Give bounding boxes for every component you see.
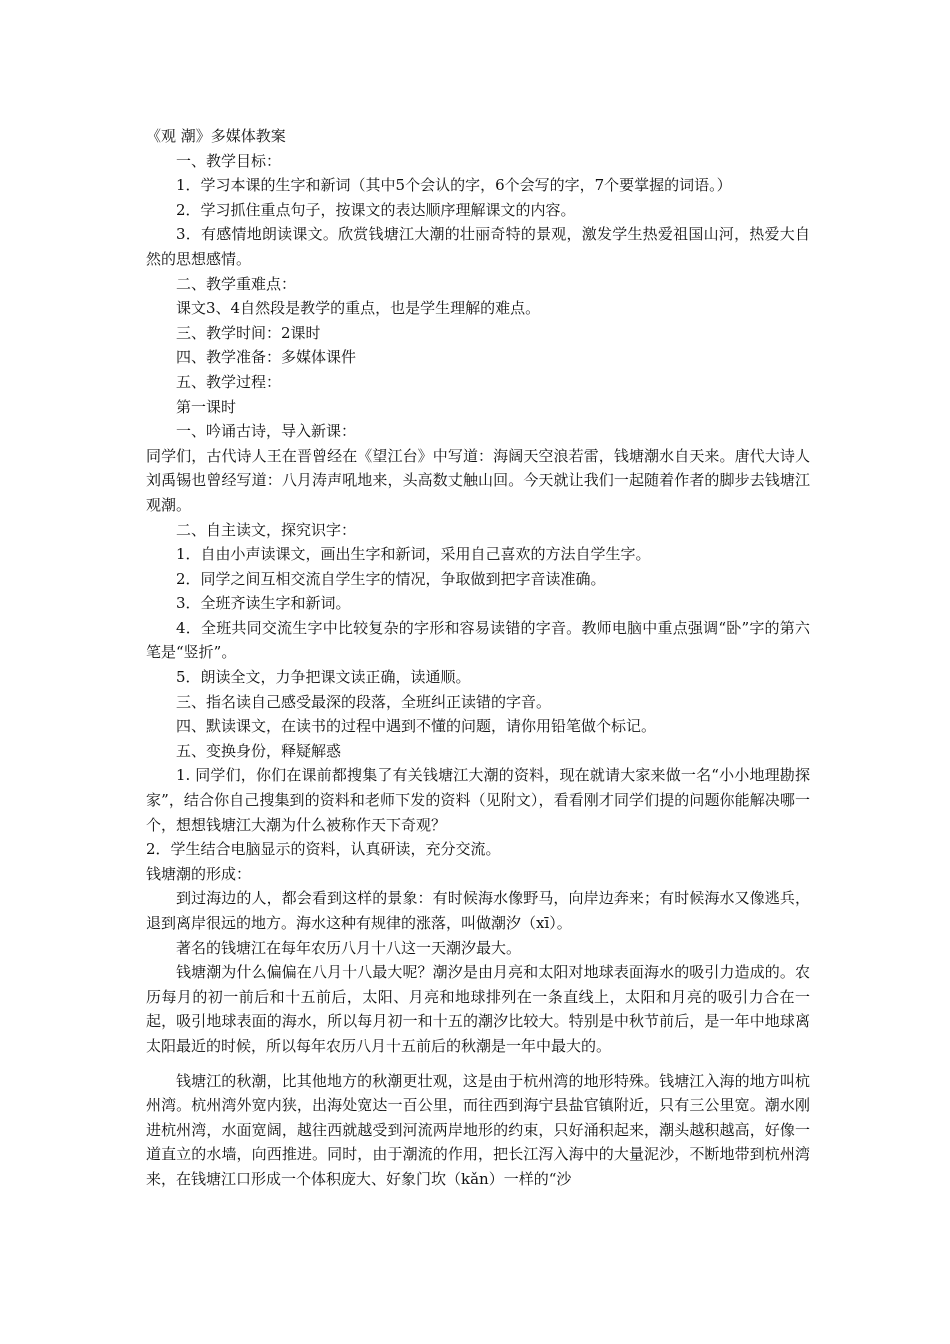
paragraph: 著名的钱塘江在每年农历八月十八这一天潮汐最大。 [176,938,522,957]
paragraph: 钱塘潮为什么偏偏在八月十八最大呢？潮汐是由月亮和太阳对地球表面海水的吸引力造成的。农历每月的初一前后和十五前后，太阳、月亮和地球排列在一条直线上，太阳和月亮的吸引力合在一起，吸引地球表面的海水，所以每月初一和十五的潮汐比较大。特别是中秋节前后，是一年中地球离太阳最近的时候，所以每年农历八月十五前后的秋潮是一年中最大的。 [146,963,810,1055]
paragraph: 一、教学目标： [176,151,282,170]
paragraph: 二、自主读文，探究识字： [176,520,357,539]
paragraph: 1．自由小声读课文，画出生字和新词，采用自己喜欢的方法自学生字。 [176,545,651,564]
paragraph: 1．学习本课的生字和新词（其中5个会认的字，6个会写的字，7个要掌握的词语。） [176,176,732,195]
paragraph: 3．全班齐读生字和新词。 [176,594,351,613]
paragraph: 钱塘江的秋潮，比其他地方的秋潮更壮观，这是由于杭州湾的地形特殊。钱塘江入海的地方叫杭州湾。杭州湾外宽内狭，出海处宽达一百公里，而往西到海宁县盐官镇附近，只有三公里宽。潮水刚进杭州湾，水面宽阔，越往西就越受到河流两岸地形的约束，只好涌积起来，潮头越积越高，好像一道直立的水墙，向西推进。同时，由于潮流的作用，把长江泻入海中的大量泥沙，不断地带到杭州湾来，在钱塘江口形成一个体积庞大、好象门坎（kǎn）一样的“沙 [146,1071,810,1188]
paragraph: 2．学习抓住重点句子，按课文的表达顺序理解课文的内容。 [176,200,576,219]
paragraph: 5．朗读全文，力争把课文读正确，读通顺。 [176,668,471,687]
paragraph: 4．全班共同交流生字中比较复杂的字形和容易读错的字音。教师电脑中重点强调“卧”字的第六笔是“竖折”。 [146,618,810,662]
paragraph-list [146,149,810,1192]
paragraph: 钱塘潮的形成： [146,864,252,883]
paragraph: 三、教学时间：2课时 [176,323,321,342]
paragraph: 三、指名读自己感受最深的段落，全班纠正读错的字音。 [176,692,552,711]
paragraph: 同学们，古代诗人王在晋曾经在《望江台》中写道：海阔天空浪若雷，钱塘潮水自天来。唐代大诗人刘禹锡也曾经写道：八月涛声吼地来，头高数丈触山回。今天就让我们一起随着作者的脚步去钱塘江观潮。 [146,446,810,514]
paragraph: 第一课时 [176,397,237,416]
paragraph: 2．学生结合电脑显示的资料，认真研读，充分交流。 [146,840,501,859]
document-title: 《观 潮》多媒体教案 [146,127,286,145]
paragraph: 四、默读课文，在读书的过程中遇到不懂的问题，请你用铅笔做个标记。 [176,717,657,736]
paragraph: 五、变换身份，释疑解惑 [176,741,342,760]
document-body [146,124,810,1192]
paragraph: 1. 同学们，你们在课前都搜集了有关钱塘江大潮的资料，现在就请大家来做一名“小小地理勘探家”，结合你自己搜集到的资料和老师下发的资料（见附文），看看刚才同学们提的问题你能解决哪一个，想想钱塘江大潮为什么被称作天下奇观？ [146,766,810,834]
paragraph: 一、吟诵古诗，导入新课： [176,422,357,441]
paragraph: 四、教学准备：多媒体课件 [176,348,357,367]
paragraph: 五、教学过程： [176,372,282,391]
paragraph: 二、教学重难点： [176,274,297,293]
paragraph: 2．同学之间互相交流自学生字的情况，争取做到把字音读准确。 [176,569,606,588]
paragraph: 课文3、4自然段是教学的重点，也是学生理解的难点。 [176,299,541,318]
paragraph: 到过海边的人，都会看到这样的景象：有时候海水像野马，向岸边奔来；有时候海水又像逃兵，退到离岸很远的地方。海水这种有规律的涨落，叫做潮汐（xī）。 [146,889,810,932]
paragraph: 3．有感情地朗读课文。欣赏钱塘江大潮的壮丽奇特的景观，激发学生热爱祖国山河，热爱大自然的思想感情。 [146,225,810,268]
